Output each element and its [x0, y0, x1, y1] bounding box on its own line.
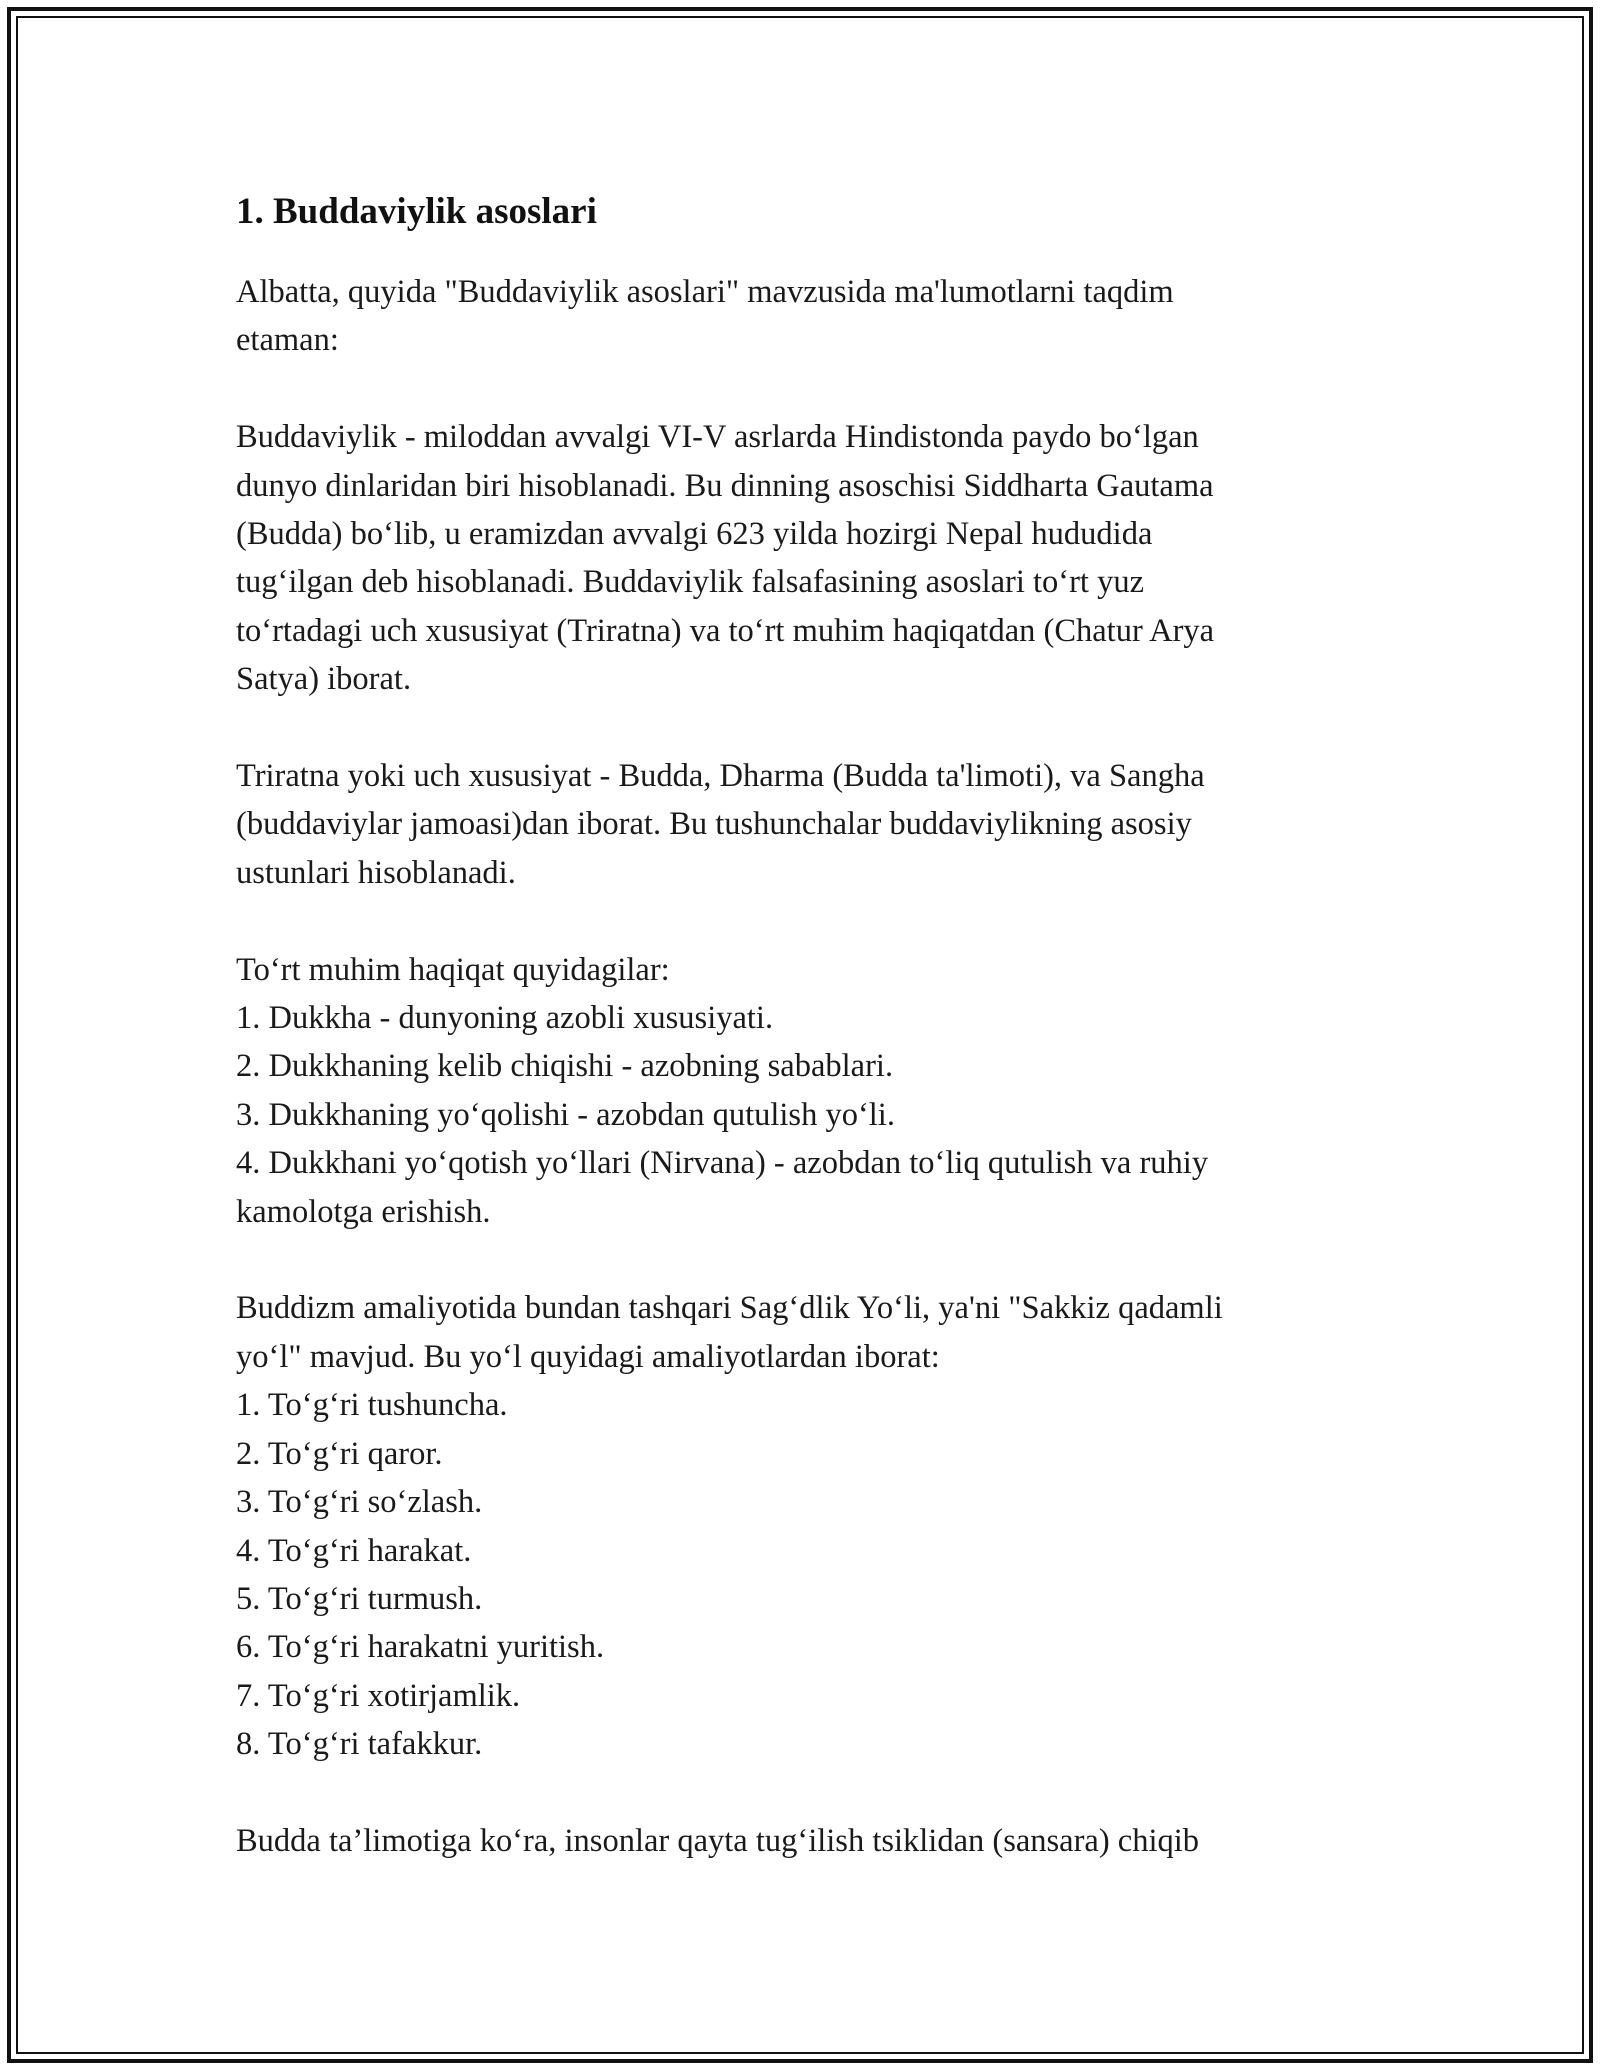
paragraph-spacer — [236, 704, 1366, 752]
path-step-item: 8. To‘g‘ri tafakkur. — [236, 1726, 483, 1763]
eightfold-path-intro: Buddizm amaliyotida bundan tashqari Sag‘dlik Yo‘li, ya'ni "Sakkiz qadamli yo‘l" mavjud. Bu yo‘l quyidagi amaliyotlardan iborat: — [236, 1290, 1223, 1375]
paragraph-spacer — [236, 897, 1366, 945]
path-step-item: 7. To‘g‘ri xotirjamlik. — [236, 1677, 521, 1714]
paragraph-spacer — [236, 1769, 1366, 1817]
truth-item: 4. Dukkhani yo‘qotish yo‘llari (Nirvana) - azobdan to‘liq qutulish va ruhiy kamolotga erishish. — [236, 1145, 1209, 1230]
path-step-item: 6. To‘g‘ri harakatni yuritish. — [236, 1629, 605, 1666]
document-body — [236, 186, 1366, 1865]
intro-paragraph: Albatta, quyida "Buddaviylik asoslari" mavzusida ma'lumotlarni taqdim etaman: — [236, 274, 1174, 359]
truth-item: 3. Dukkhaning yo‘qolishi - azobdan qutulish yo‘li. — [236, 1096, 895, 1133]
triratna-paragraph: Triratna yoki uch xususiyat - Budda, Dharma (Budda ta'limoti), va Sangha (buddaviylar jamoasi)dan iborat. Bu tushunchalar buddaviylikning asosiy ustunlari hisoblanadi. — [236, 758, 1205, 891]
document-heading: 1. Buddaviylik asoslari — [236, 191, 597, 232]
path-step-item: 2. To‘g‘ri qaror. — [236, 1435, 443, 1472]
path-step-item: 5. To‘g‘ri turmush. — [236, 1580, 483, 1617]
closing-paragraph: Budda ta’limotiga ko‘ra, insonlar qayta tug‘ilish tsiklidan (sansara) chiqib — [236, 1822, 1200, 1859]
four-truths-intro: To‘rt muhim haqiqat quyidagilar: — [236, 951, 670, 988]
path-step-item: 3. To‘g‘ri so‘zlash. — [236, 1484, 483, 1521]
history-paragraph: Buddaviylik - miloddan avvalgi VI-V asrlarda Hindistonda paydo bo‘lgan dunyo dinlaridan biri hisoblanadi. Bu dinning asoschisi Siddharta Gautama (Budda) bo‘lib, u eramizdan avvalgi 623 yilda hozirgi Nepal hududida tug‘ilgan deb hisoblanadi. Buddaviylik falsafasining asoslari to‘rt yuz to‘rtadagi uch xususiyat (Triratna) va to‘rt muhim haqiqatdan (Chatur Arya Satya) iborat. — [236, 419, 1215, 698]
path-step-item: 4. To‘g‘ri harakat. — [236, 1532, 472, 1569]
paragraph-spacer — [236, 1236, 1366, 1284]
truth-item: 1. Dukkha - dunyoning azobli xususiyati. — [236, 1000, 774, 1037]
paragraph-spacer — [236, 365, 1366, 413]
truth-item: 2. Dukkhaning kelib chiqishi - azobning sabablari. — [236, 1048, 894, 1085]
path-step-item: 1. To‘g‘ri tushuncha. — [236, 1387, 508, 1424]
